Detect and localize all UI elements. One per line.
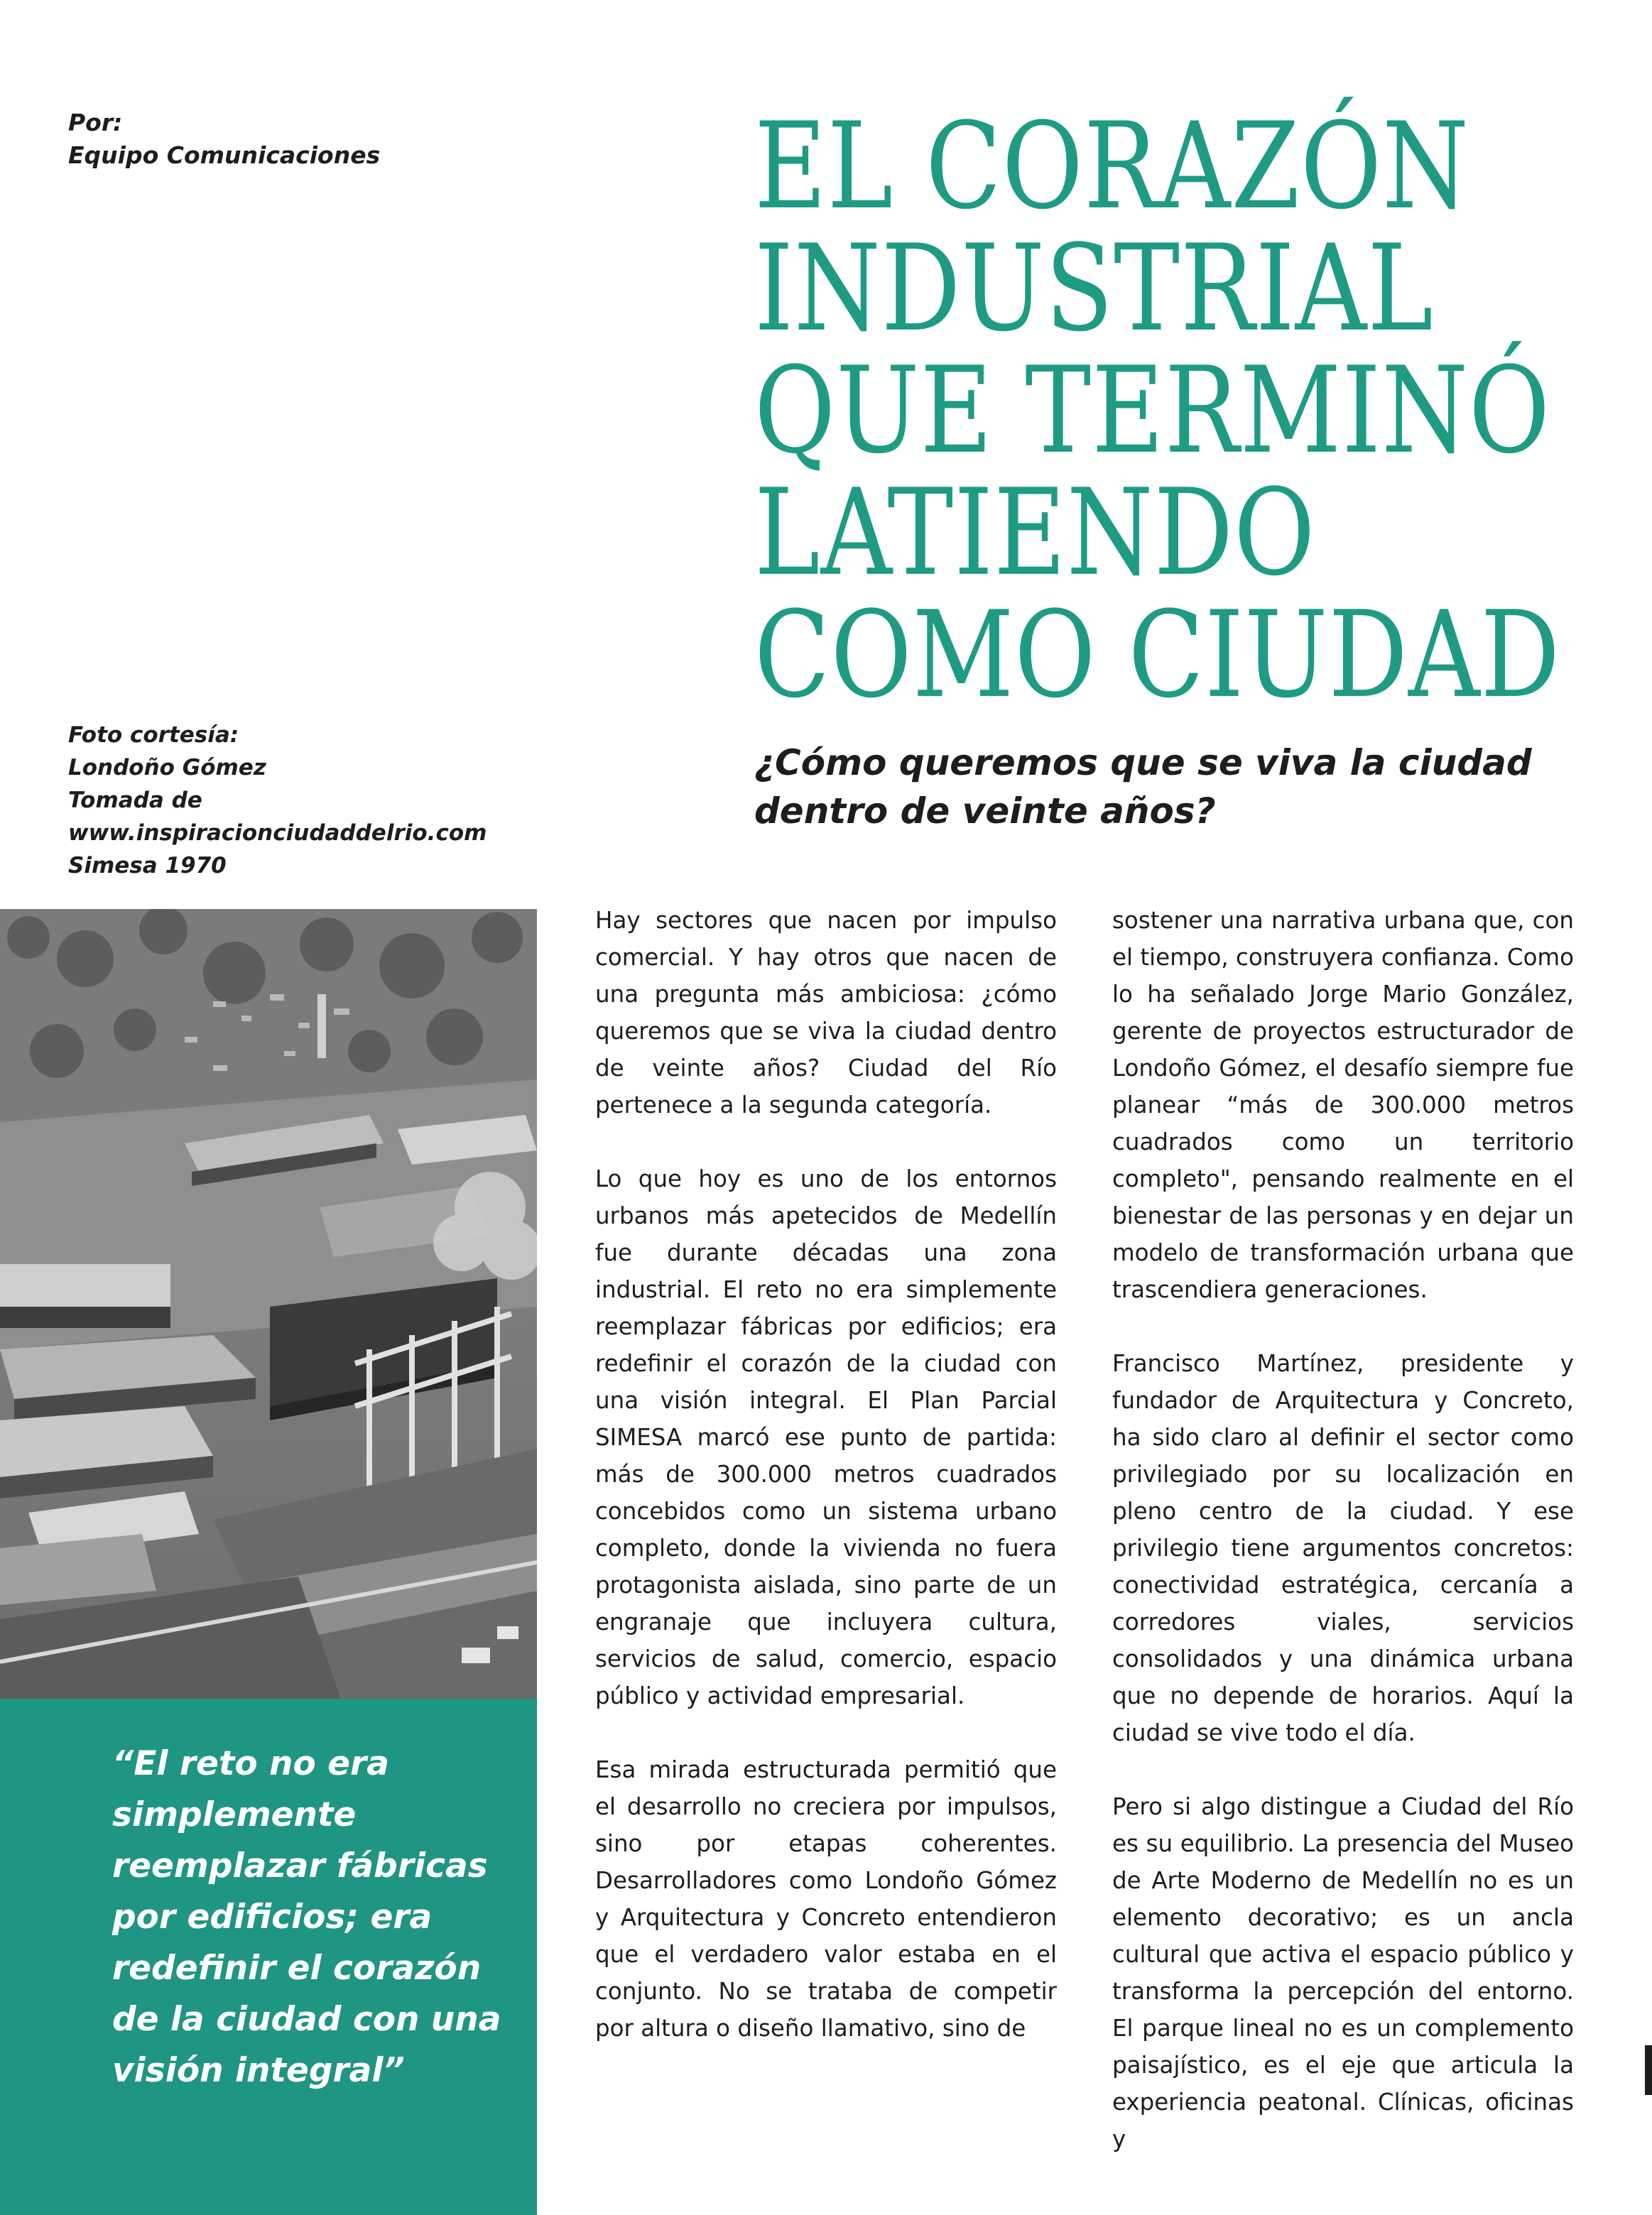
byline-author: Equipo Comunicaciones: [68, 141, 381, 169]
industrial-aerial-photo: [0, 909, 537, 1699]
body-paragraph: Esa mirada estructurada permitió que el desarrollo no creciera por impulsos, sino por etapas coherentes. Desarrolladores como Londoño Gómez y Arquitectura y Concreto entendieron que el verdadero valor estaba en el conjunto. No se trataba de competir por altura o diseño llamativo, sino de: [595, 1756, 1057, 2042]
credit-line: Tomada de: [68, 788, 202, 813]
body-column-left: [595, 902, 1057, 2084]
title-line: QUE TERMINÓ: [754, 341, 1551, 480]
byline-label: Por:: [68, 109, 123, 136]
credit-line: Foto cortesía:: [68, 722, 239, 748]
body-paragraph: Hay sectores que nacen por impulso comercial. Y hay otros que nacen de una pregunta más ambiciosa: ¿cómo queremos que se viva la ciudad dentro de veinte años? Ciudad del Río pertenece a la segunda categoría.: [595, 907, 1057, 1119]
aerial-photo-illustration: [0, 909, 537, 1699]
title-line: COMO CIUDAD: [754, 585, 1561, 724]
credit-line: www.inspiracionciudaddelrio.com: [68, 820, 487, 846]
body-paragraph: Pero si algo distingue a Ciudad del Río es su equilibrio. La presencia del Museo de Arte Moderno de Medellín no es un elemento decorativo; es un ancla cultural que activa el espacio público y transforma la percepción del entorno. El parque lineal no es un complemento paisajístico, es el eje que articula la experiencia peatonal. Clínicas, oficinas y: [1112, 1793, 1574, 2153]
pull-quote: “El reto no era simplemente reemplazar fábricas por edificios; era redefinir el corazón de la ciudad con una visión integral”: [112, 1744, 501, 2090]
title-line: LATIENDO: [754, 463, 1316, 602]
subtitle-line: dentro de veinte años?: [754, 790, 1216, 832]
credit-line: Londoño Gómez: [68, 755, 266, 780]
title-line: EL CORAZÓN: [754, 97, 1469, 236]
article-subtitle: [754, 739, 1592, 835]
body-column-right: [1112, 902, 1574, 2194]
subtitle-line: ¿Cómo queremos que se viva la ciudad: [754, 742, 1532, 783]
photo-credit: [68, 719, 487, 882]
body-paragraph: Lo que hoy es uno de los entornos urbanos más apetecidos de Medellín fue durante décadas una zona industrial. El reto no era simplemente reemplazar fábricas por edificios; era redefinir el corazón de la ciudad con una visión integral. El Plan Parcial SIMESA marcó ese punto de partida: más de 300.000 metros cuadrados concebidos como un sistema urbano completo, donde la vivienda no fuera protagonista aislada, sino parte de un engranaje que incluyera cultura, servicios de salud, comercio, espacio público y actividad empresarial.: [595, 1165, 1057, 1709]
byline: [68, 107, 380, 172]
title-line: INDUSTRIAL: [754, 219, 1434, 358]
credit-line: Simesa 1970: [68, 853, 227, 878]
page-edge-marker: [1645, 2045, 1652, 2095]
body-paragraph: Francisco Martínez, presidente y fundador de Arquitectura y Concreto, ha sido claro al definir el sector como privilegiado por su localización en pleno centro de la ciudad. Y ese privilegio tiene argumentos concretos: conectividad estratégica, cercanía a corredores viales, servicios consolidados y una dinámica urbana que no depende de horarios. Aquí la ciudad se vive todo el día.: [1112, 1350, 1574, 1746]
body-paragraph: sostener una narrativa urbana que, con el tiempo, construyera confianza. Como lo ha señalado Jorge Mario González, gerente de proyectos estructurador de Londoño Gómez, el desafío siempre fue planear “más de 300.000 metros cuadrados como un territorio completo", pensando realmente en el bienestar de las personas y en dejar un modelo de transformación urbana que trascendiera generaciones.: [1112, 907, 1574, 1303]
article-title: [754, 97, 1607, 724]
